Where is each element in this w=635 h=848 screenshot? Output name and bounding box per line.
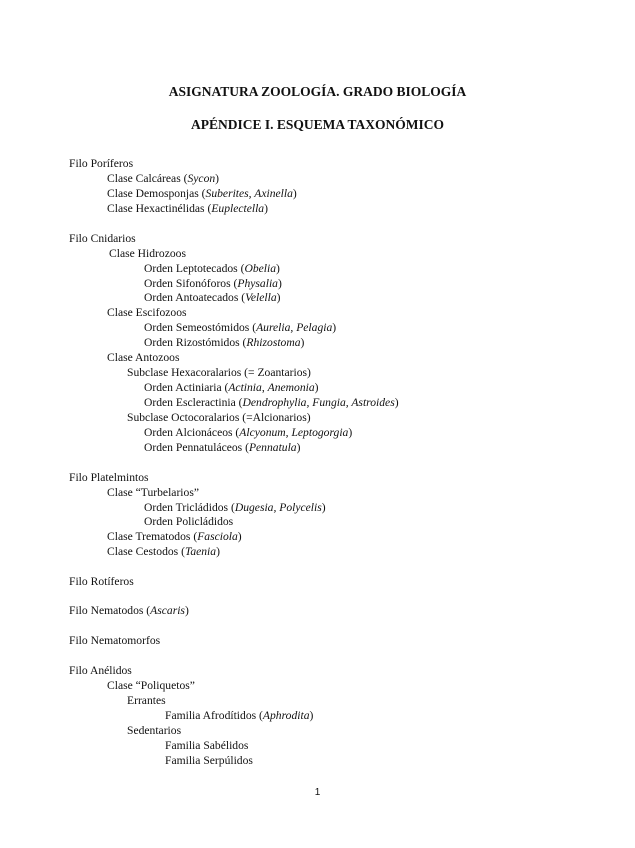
list-item: Orden Escleractinia (Dendrophylia, Fungia, Astroides) bbox=[144, 396, 399, 409]
list-item: Clase Trematodos (Fasciola) bbox=[107, 530, 242, 543]
list-item: Clase Hexactinélidas (Euplectella) bbox=[107, 202, 268, 215]
list-item: Orden Rizostómidos (Rhizostoma) bbox=[144, 336, 305, 349]
list-item: Clase Demosponjas (Suberites, Axinella) bbox=[107, 187, 297, 200]
list-item: Orden Actiniaria (Actinia, Anemonia) bbox=[144, 381, 319, 394]
list-item: Filo Cnidarios bbox=[69, 232, 136, 245]
list-item: Clase “Turbelarios” bbox=[107, 486, 199, 499]
list-item: Orden Tricládidos (Dugesia, Polycelis) bbox=[144, 501, 326, 514]
list-item: Filo Poríferos bbox=[69, 157, 134, 170]
list-item: Filo Platelmintos bbox=[69, 471, 149, 484]
list-item: Filo Anélidos bbox=[69, 664, 132, 677]
list-item: Orden Semeostómidos (Aurelia, Pelagia) bbox=[144, 321, 337, 334]
list-item: Clase Antozoos bbox=[107, 351, 180, 364]
list-item: Orden Alcionáceos (Alcyonum, Leptogorgia) bbox=[144, 426, 353, 439]
page-number: 1 bbox=[314, 787, 321, 798]
list-item: Clase Cestodos (Taenia) bbox=[107, 545, 220, 558]
list-item: Orden Antoatecados (Velella) bbox=[144, 291, 281, 304]
list-item: Filo Nematodos (Ascaris) bbox=[69, 604, 189, 617]
list-item: Clase Hidrozoos bbox=[109, 247, 186, 260]
list-item: Orden Leptotecados (Obelia) bbox=[144, 262, 280, 275]
list-item: Sedentarios bbox=[127, 724, 182, 737]
list-item: Subclase Octocoralarios (=Alcionarios) bbox=[127, 411, 311, 424]
list-item: Familia Sabélidos bbox=[165, 739, 249, 752]
document-subtitle: APÉNDICE I. ESQUEMA TAXONÓMICO bbox=[190, 117, 445, 132]
document-title: ASIGNATURA ZOOLOGÍA. GRADO BIOLOGÍA bbox=[168, 84, 467, 99]
list-item: Filo Rotíferos bbox=[69, 575, 134, 588]
list-item: Orden Policládidos bbox=[144, 515, 234, 528]
list-item: Filo Nematomorfos bbox=[69, 634, 161, 647]
list-item: Clase “Poliquetos” bbox=[107, 679, 195, 692]
list-item: Orden Pennatuláceos (Pennatula) bbox=[144, 441, 301, 454]
list-item: Orden Sifonóforos (Physalia) bbox=[144, 277, 282, 290]
list-item: Clase Escifozoos bbox=[107, 306, 187, 319]
list-item: Clase Calcáreas (Sycon) bbox=[107, 172, 220, 185]
list-item: Errantes bbox=[127, 694, 166, 707]
list-item: Subclase Hexacoralarios (= Zoantarios) bbox=[127, 366, 311, 379]
list-item: Familia Afrodítidos (Aphrodita) bbox=[165, 709, 314, 722]
list-item: Familia Serpúlidos bbox=[165, 754, 253, 767]
